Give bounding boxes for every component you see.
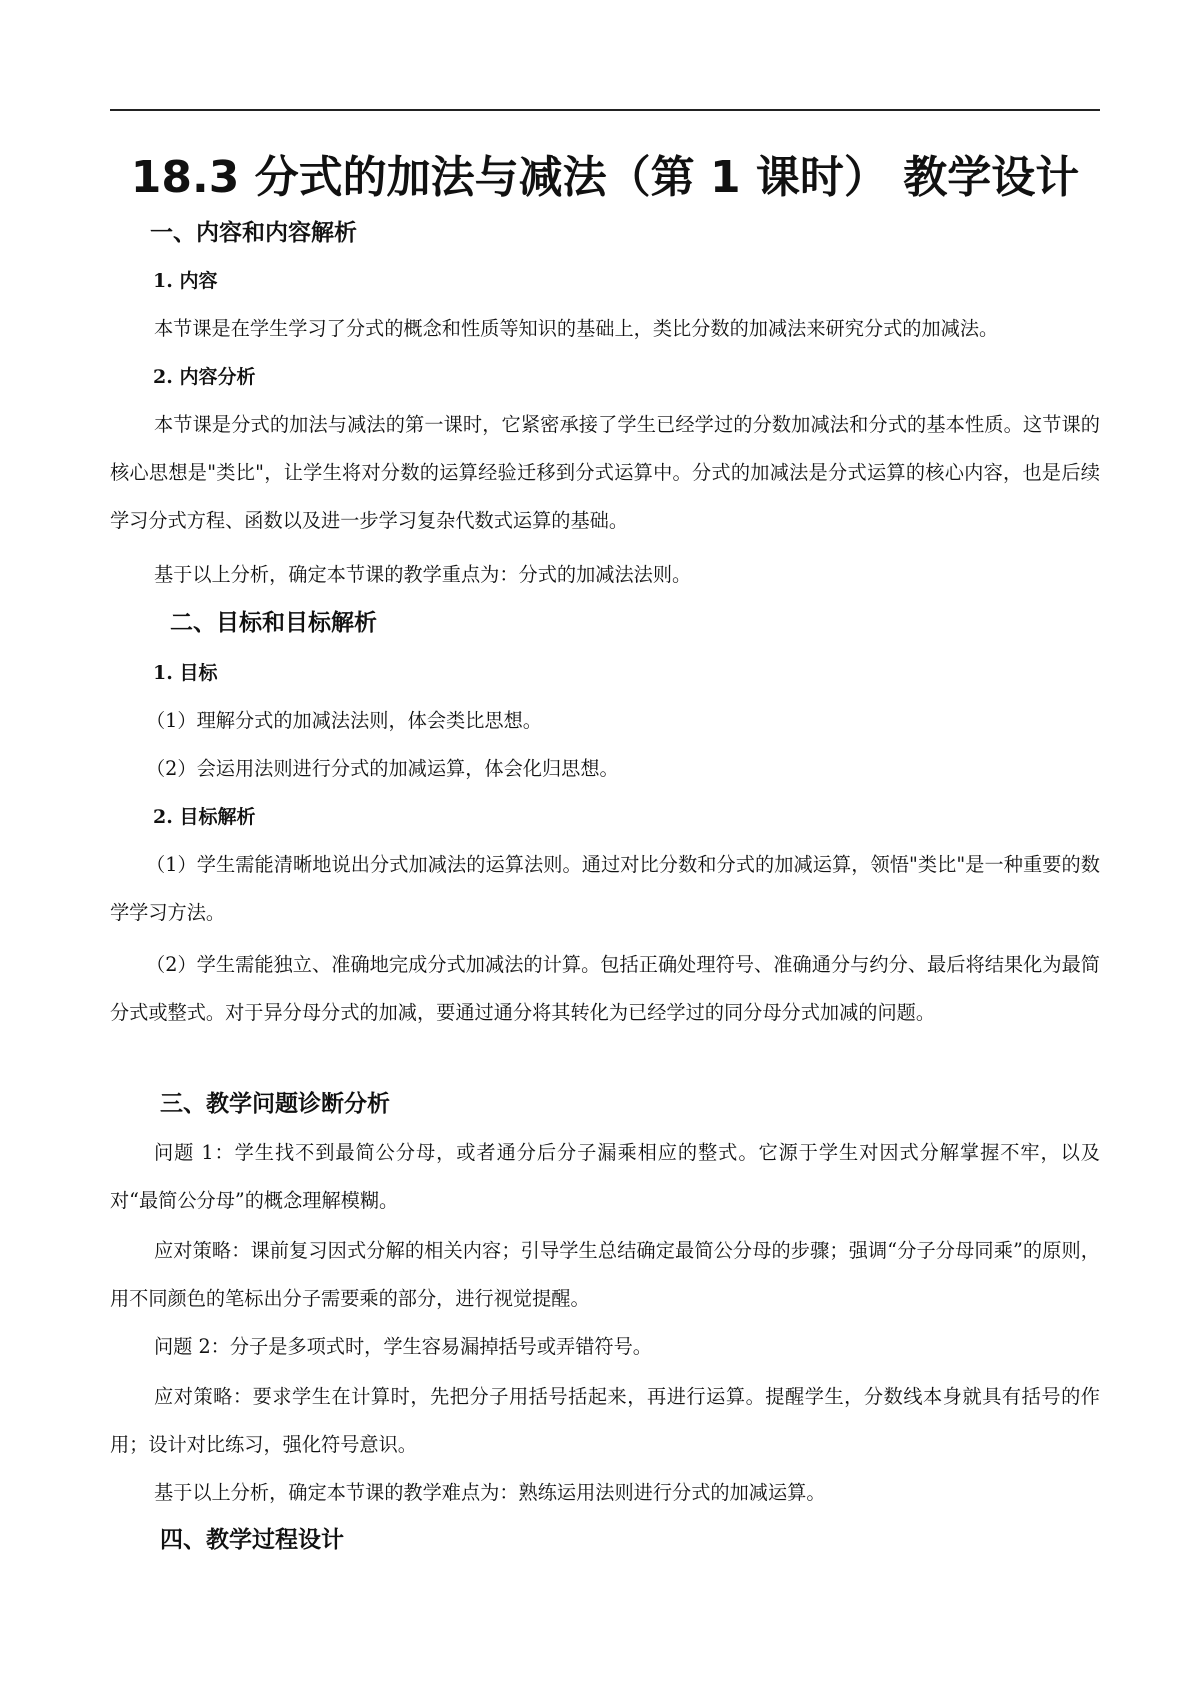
document-title: 18.3 分式的加法与减法（第 1 课时） 教学设计 [130,152,1080,203]
subheading-goal-analysis: 2. 目标解析 [153,806,256,828]
section-1-heading: 一、内容和内容解析 [150,220,357,246]
paragraph-key-point: 基于以上分析，确定本节课的教学重点为：分式的加减法法则。 [154,563,692,586]
goal-analysis-1: （1）学生需能清晰地说出分式加减法的运算法则。通过对比分数和分式的加减运算，领悟"类比"是一种重要的数学学习方法。 [110,853,1100,924]
paragraph-content: 本节课是在学生学习了分式的概念和性质等知识的基础上，类比分数的加减法来研究分式的加减法。 [154,317,999,340]
paragraph-content-analysis: 本节课是分式的加法与减法的第一课时，它紧密承接了学生已经学过的分数加减法和分式的基本性质。这节课的核心思想是"类比"，让学生将对分数的运算经验迁移到分式运算中。分式的加减法是分式运算的核心内容，也是后续学习分式方程、函数以及进一步学习复杂代数式运算的基础。 [110,413,1100,532]
goal-item-2: （2）会运用法则进行分式的加减运算，体会化归思想。 [146,757,619,780]
subheading-content: 1. 内容 [153,270,218,292]
section-3-heading: 三、教学问题诊断分析 [160,1091,390,1117]
problem-2: 问题 2：分子是多项式时，学生容易漏掉括号或弄错符号。 [154,1335,652,1358]
strategy-2: 应对策略：要求学生在计算时，先把分子用括号括起来，再进行运算。提醒学生，分数线本身就具有括号的作用；设计对比练习，强化符号意识。 [110,1385,1100,1456]
section-2-heading: 二、目标和目标解析 [170,610,377,636]
strategy-1: 应对策略：课前复习因式分解的相关内容；引导学生总结确定最简公分母的步骤；强调“分子分母同乘”的原则，用不同颜色的笔标出分子需要乘的部分，进行视觉提醒。 [110,1239,1100,1310]
goal-item-1: （1）理解分式的加减法法则，体会类比思想。 [146,709,542,732]
section-4-heading: 四、教学过程设计 [160,1527,344,1553]
goal-analysis-2: （2）学生需能独立、准确地完成分式加减法的计算。包括正确处理符号、准确通分与约分、最后将结果化为最简分式或整式。对于异分母分式的加减，要通过通分将其转化为已经学过的同分母分式加减的问题。 [110,953,1100,1024]
subheading-content-analysis: 2. 内容分析 [153,366,256,388]
subheading-goal: 1. 目标 [153,662,218,684]
header-rule [110,109,1100,111]
problem-1: 问题 1：学生找不到最简公分母，或者通分后分子漏乘相应的整式。它源于学生对因式分解掌握不牢，以及对“最简公分母”的概念理解模糊。 [110,1141,1100,1212]
paragraph-difficulty: 基于以上分析，确定本节课的教学难点为：熟练运用法则进行分式的加减运算。 [154,1481,826,1504]
